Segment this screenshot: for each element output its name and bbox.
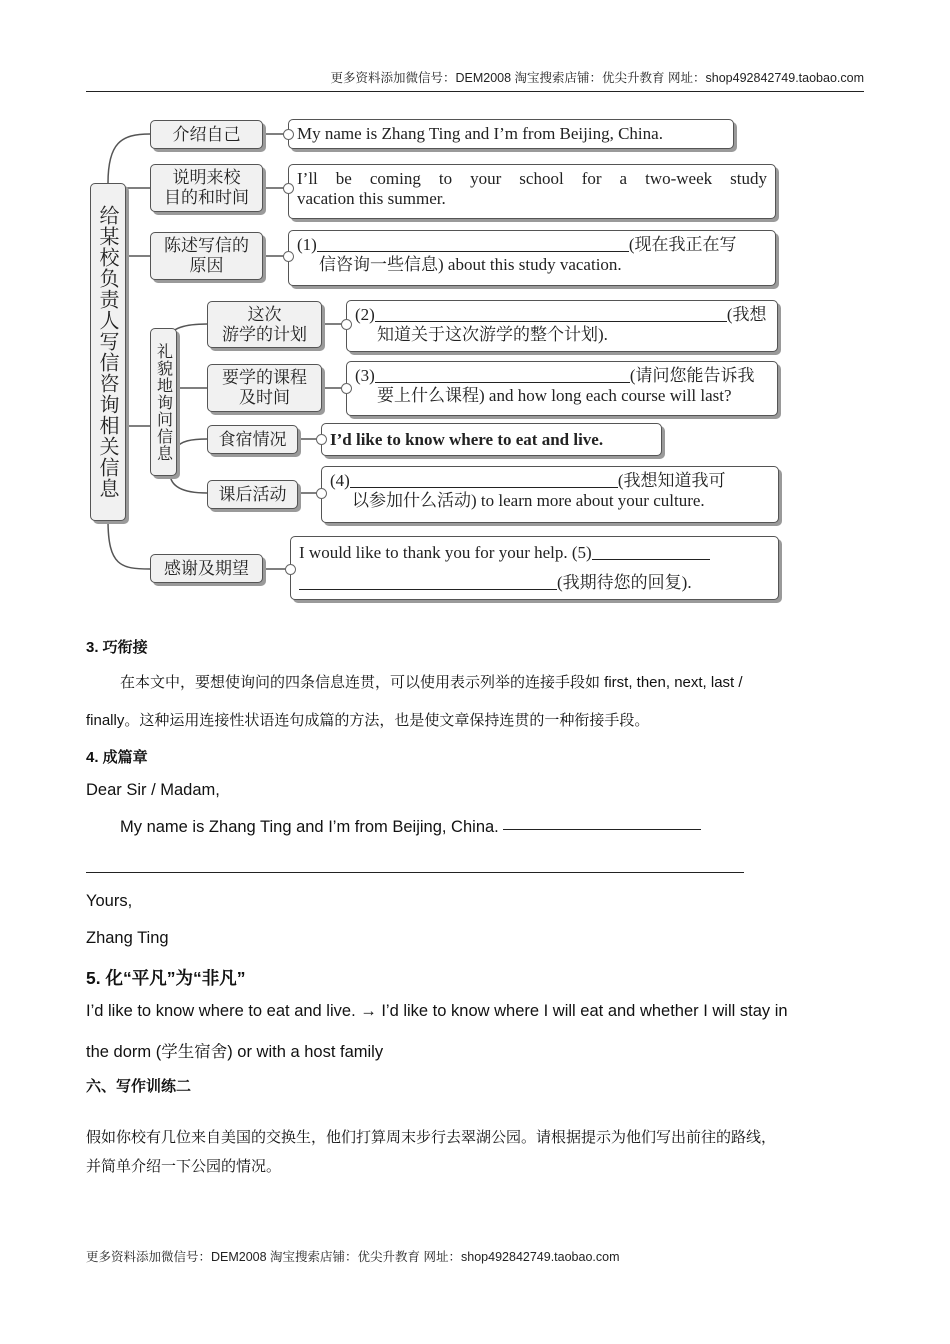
box-study-plan-hint: (我想: [726, 305, 767, 324]
box-purpose-time: [288, 164, 776, 219]
knob: [341, 383, 352, 394]
box-activities-line2: 以参加什么活动) to learn more about your culture.: [352, 491, 705, 510]
root-node: 给某校负责人写信咨询相关信息: [90, 183, 126, 521]
section-6-paragraph-line2: 并简单介绍一下公园的情况。: [86, 1158, 282, 1175]
blank-3-label: (3): [355, 366, 375, 385]
letter-first-sentence: My name is Zhang Ting and I’m from Beijing, China.: [120, 818, 499, 836]
box-thanks-expectation: [290, 536, 779, 600]
knob: [316, 434, 327, 445]
letter-blank-line-2: [86, 872, 744, 873]
section-6-title: 六、写作训练二: [86, 1078, 192, 1095]
node-reason-line1: 陈述写信的: [164, 236, 249, 256]
section-5-line1: I’d like to know where to eat and live. → I’d like to know where I will eat and whether I will stay in: [86, 1002, 788, 1020]
node-study-plan-line1: 这次: [247, 304, 282, 325]
blank-1: [317, 236, 629, 252]
node-courses: [207, 364, 322, 412]
section-4-title: 4. 成篇章: [86, 749, 148, 766]
connector-n4d: [170, 473, 207, 493]
node-introduce-self: 介绍自己: [150, 120, 263, 149]
section-3-paragraph-line2: finally。这种运用连接性状语连句成篇的方法，也是使文章保持连贯的一种衔接手段。: [86, 712, 650, 729]
node-courses-line2: 及时间: [239, 388, 290, 408]
box-reason: [288, 230, 776, 286]
box-purpose-time-line1: I’ll be coming to your school for a two-week study: [297, 169, 767, 188]
node-activities: 课后活动: [207, 480, 298, 509]
connector-n5: [108, 520, 150, 569]
letter-closing: Yours,: [86, 892, 133, 910]
knob: [285, 564, 296, 575]
box-thanks-line1: [299, 543, 770, 563]
blank-1-label: (1): [297, 235, 317, 254]
box-thanks-text: I would like to thank you for your help. (5): [299, 543, 592, 562]
box-thanks-line2: [299, 573, 770, 593]
blank-5a: [592, 544, 710, 560]
blank-4-label: (4): [330, 471, 350, 490]
box-introduce-self: My name is Zhang Ting and I’m from Beijing, China.: [288, 119, 734, 149]
connector-n1: [108, 134, 150, 183]
node-courses-line1: 要学的课程: [222, 368, 307, 388]
connector-n4c: [176, 439, 207, 448]
box-reason-hint: (现在我正在写: [628, 235, 737, 254]
box-study-plan-line1: [355, 305, 769, 325]
mind-map: [86, 108, 786, 608]
box-accommodation: I’d like to know where to eat and live.: [321, 423, 662, 456]
knob: [316, 488, 327, 499]
section-5-title: 5. 化“平凡”为“非凡”: [86, 968, 246, 988]
knob: [283, 129, 294, 140]
letter-blank-line-1: [503, 829, 701, 830]
node-purpose-time-line2: 目的和时间: [164, 188, 249, 208]
box-study-plan-line2: 知道关于这次游学的整个计划).: [377, 325, 608, 344]
page-footer: 更多资料添加微信号：DEM2008 淘宝搜索店铺：优尖升教育 网址：shop492842749.taobao.com: [86, 1250, 620, 1264]
node-study-plan: [207, 301, 322, 348]
node-purpose-time-line1: 说明来校: [172, 168, 241, 188]
knob: [283, 251, 294, 262]
node-thanks-expectation: 感谢及期望: [150, 554, 263, 583]
box-courses: [346, 361, 778, 416]
box-reason-line2: 信咨询一些信息) about this study vacation.: [319, 255, 622, 274]
knob: [341, 319, 352, 330]
box-courses-line1: [355, 366, 769, 386]
section-5-line2: the dorm (学生宿舍) or with a host family: [86, 1043, 384, 1061]
knob: [283, 183, 294, 194]
letter-first-line: [120, 818, 701, 837]
box-thanks-hint: (我期待您的回复).: [557, 573, 692, 592]
node-study-plan-line2: 游学的计划: [222, 324, 307, 345]
section-6-paragraph-line1: 假如你校有几位来自美国的交换生，他们打算周末步行去翠湖公园。请根据提示为他们写出前往的路线，: [86, 1129, 777, 1146]
blank-4: [350, 472, 618, 488]
box-activities-line1: [330, 471, 770, 491]
node-reason: [150, 232, 263, 280]
letter-salutation: Dear Sir / Madam,: [86, 781, 220, 799]
section-3-title: 3. 巧衔接: [86, 639, 148, 656]
blank-2: [375, 306, 727, 322]
page-header: 更多资料添加微信号：DEM2008 淘宝搜索店铺：优尖升教育 网址：shop492842749.taobao.com: [86, 68, 864, 92]
letter-signature: Zhang Ting: [86, 929, 169, 947]
node-purpose-time: [150, 164, 263, 212]
blank-3: [375, 367, 630, 383]
blank-2-label: (2): [355, 305, 375, 324]
box-activities: [321, 466, 779, 523]
box-activities-hint: (我想知道我可: [617, 471, 726, 490]
box-courses-hint: (请问您能告诉我: [629, 366, 755, 385]
box-courses-line2: 要上什么课程) and how long each course will last?: [377, 386, 732, 405]
section-3-paragraph-line1: 在本文中，要想使询问的四条信息连贯，可以使用表示列举的连接手段如 first, then, next, last /: [120, 674, 743, 691]
node-polite-inquiry: 礼貌地询问信息: [150, 328, 177, 476]
node-reason-line2: 原因: [189, 256, 224, 276]
blank-5b: [299, 574, 557, 590]
node-accommodation: 食宿情况: [207, 425, 298, 454]
box-purpose-time-line2: vacation this summer.: [297, 189, 446, 208]
box-study-plan: [346, 300, 778, 352]
box-reason-line1: [297, 235, 767, 255]
